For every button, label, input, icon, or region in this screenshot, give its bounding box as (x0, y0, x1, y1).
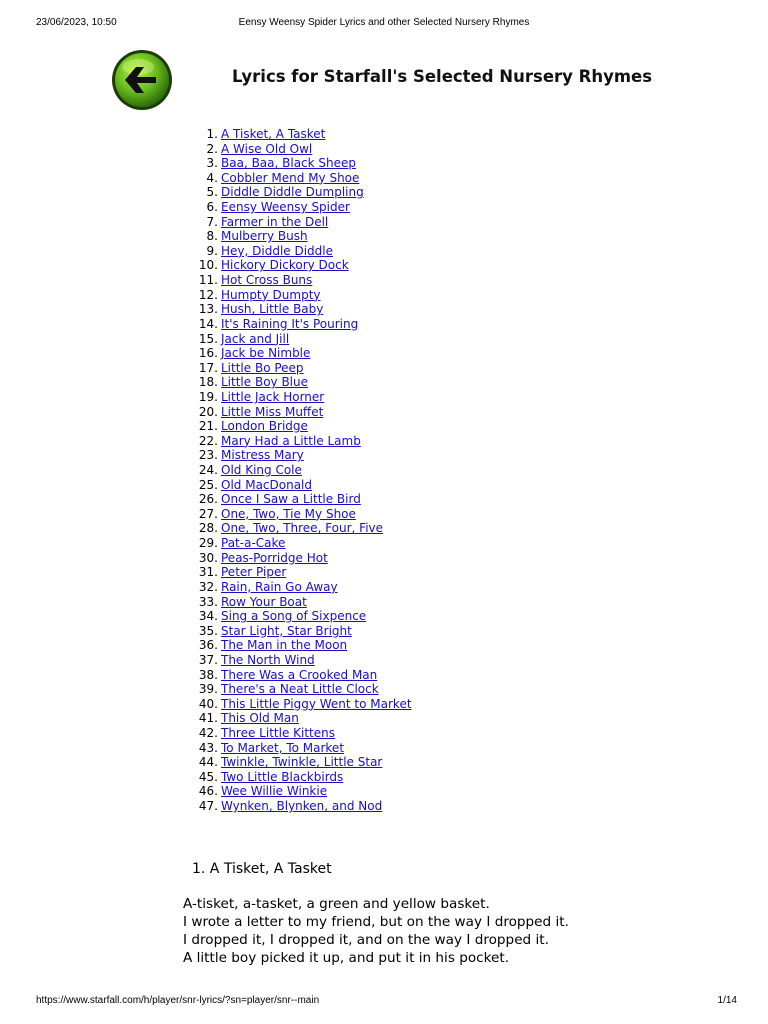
list-item (190, 492, 412, 507)
list-item (190, 580, 412, 595)
list-item (190, 463, 412, 478)
rhyme-link[interactable]: It's Raining It's Pouring (221, 316, 359, 331)
list-item-number: 33. (198, 594, 218, 609)
list-item (190, 624, 412, 639)
list-item (190, 565, 412, 580)
list-item-number: 13. (198, 302, 218, 317)
rhyme-link[interactable]: Little Miss Muffet (221, 404, 324, 419)
rhyme-link[interactable]: Old King Cole (221, 463, 302, 478)
rhyme-link[interactable]: Three Little Kittens (221, 725, 335, 740)
lyric-line: A-tisket, a-tasket, a green and yellow basket. (183, 896, 490, 912)
list-item-number: 46. (198, 784, 218, 799)
rhyme-list (190, 127, 412, 814)
list-item (190, 668, 412, 683)
rhyme-link[interactable]: Cobbler Mend My Shoe (221, 170, 360, 185)
list-item (190, 419, 412, 434)
list-item (190, 434, 412, 449)
list-item-number: 37. (198, 652, 218, 667)
list-item (190, 317, 412, 332)
rhyme-link[interactable]: One, Two, Three, Four, Five (221, 521, 384, 536)
list-item-number: 3. (206, 156, 218, 171)
list-item-number: 36. (198, 638, 218, 653)
rhyme-link[interactable]: The Man in the Moon (221, 638, 348, 653)
list-item-number: 28. (198, 521, 218, 536)
list-item-number: 10. (198, 258, 218, 273)
list-item (190, 258, 412, 273)
rhyme-link[interactable]: Star Light, Star Bright (221, 623, 352, 638)
rhyme-link[interactable]: Twinkle, Twinkle, Little Star (221, 755, 383, 770)
list-item (190, 273, 412, 288)
print-footer (0, 995, 768, 1009)
list-item (190, 215, 412, 230)
list-item (190, 551, 412, 566)
list-item (190, 405, 412, 420)
list-item (190, 244, 412, 259)
list-item-number: 40. (198, 696, 218, 711)
list-item-number: 45. (198, 769, 218, 784)
print-date: 23/06/2023, 10:50 (36, 17, 117, 28)
list-item-number: 23. (198, 448, 218, 463)
rhyme-link[interactable]: Little Bo Peep (221, 360, 304, 375)
list-item (190, 521, 412, 536)
list-item (190, 682, 412, 697)
list-item-number: 1. (206, 127, 218, 141)
list-item (190, 507, 412, 522)
list-item-number: 44. (198, 755, 218, 770)
list-item-number: 42. (198, 725, 218, 740)
list-item (190, 302, 412, 317)
list-item (190, 127, 412, 142)
lyric-line: A little boy picked it up, and put it in his pocket. (183, 950, 510, 966)
list-item-number: 30. (198, 550, 218, 565)
list-item (190, 375, 412, 390)
lyrics-text (183, 895, 569, 967)
lyric-line: I dropped it, I dropped it, and on the way I dropped it. (183, 932, 549, 948)
rhyme-link[interactable]: There Was a Crooked Man (221, 667, 378, 682)
list-item-number: 20. (198, 404, 218, 419)
rhyme-link[interactable]: Peas-Porridge Hot (221, 550, 328, 565)
list-item-number: 22. (198, 433, 218, 448)
page-number: 1/14 (717, 995, 737, 1006)
rhyme-link[interactable]: Hey, Diddle Diddle (221, 243, 334, 258)
list-item-number: 34. (198, 609, 218, 624)
rhyme-link[interactable]: This Old Man (221, 711, 299, 726)
rhyme-link[interactable]: Diddle Diddle Dumpling (221, 185, 364, 200)
list-item-number: 9. (206, 243, 218, 258)
rhyme-link[interactable]: Baa, Baa, Black Sheep (221, 156, 357, 171)
list-item (190, 390, 412, 405)
rhyme-link[interactable]: Jack be Nimble (221, 346, 311, 361)
list-item-number: 18. (198, 375, 218, 390)
list-item-number: 26. (198, 492, 218, 507)
list-item (190, 200, 412, 215)
list-item (190, 156, 412, 171)
list-item (190, 741, 412, 756)
rhyme-link[interactable]: Two Little Blackbirds (221, 769, 344, 784)
list-item (190, 770, 412, 785)
rhyme-link[interactable]: This Little Piggy Went to Market (221, 696, 412, 711)
list-item (190, 638, 412, 653)
list-item (190, 653, 412, 668)
list-item (190, 448, 412, 463)
print-page-title: Eensy Weensy Spider Lyrics and other Selected Nursery Rhymes (238, 17, 530, 28)
rhyme-link[interactable]: Hickory Dickory Dock (221, 258, 349, 273)
list-item-number: 38. (198, 667, 218, 682)
rhyme-link[interactable]: Peter Piper (221, 565, 287, 580)
list-item-number: 14. (198, 316, 218, 331)
list-item-number: 4. (206, 170, 218, 185)
list-item-number: 16. (198, 346, 218, 361)
back-arrow-icon (111, 49, 173, 111)
section-heading: 1. A Tisket, A Tasket (192, 861, 332, 877)
list-item (190, 755, 412, 770)
rhyme-link[interactable]: Pat-a-Cake (221, 536, 286, 551)
list-item (190, 288, 412, 303)
list-item (190, 346, 412, 361)
list-item-number: 2. (206, 141, 218, 156)
page-title: Lyrics for Starfall's Selected Nursery Rhymes (232, 67, 653, 86)
rhyme-link[interactable]: Row Your Boat (221, 594, 307, 609)
list-item-number: 17. (198, 360, 218, 375)
rhyme-link[interactable]: Rain, Rain Go Away (221, 579, 338, 594)
rhyme-link[interactable]: One, Two, Tie My Shoe (221, 506, 356, 521)
print-header (0, 17, 768, 31)
rhyme-link[interactable]: Sing a Song of Sixpence (221, 609, 367, 624)
list-item-number: 31. (198, 565, 218, 580)
rhyme-link[interactable]: Once I Saw a Little Bird (221, 492, 361, 507)
rhyme-link[interactable]: Wee Willie Winkie (221, 784, 328, 799)
rhyme-link[interactable]: Eensy Weensy Spider (221, 200, 350, 215)
list-item (190, 332, 412, 347)
print-url: https://www.starfall.com/h/player/snr-lyrics/?sn=player/snr--main (36, 995, 320, 1006)
list-item (190, 171, 412, 186)
rhyme-link[interactable]: Hot Cross Buns (221, 273, 313, 288)
list-item-number: 6. (206, 200, 218, 215)
list-item-number: 35. (198, 623, 218, 638)
rhyme-link[interactable]: Little Boy Blue (221, 375, 309, 390)
list-item-number: 47. (198, 799, 218, 814)
list-item (190, 799, 412, 814)
list-item-number: 15. (198, 331, 218, 346)
rhyme-link[interactable]: A Wise Old Owl (221, 141, 313, 156)
rhyme-link[interactable]: A Tisket, A Tasket (221, 127, 326, 141)
list-item-number: 21. (198, 419, 218, 434)
list-item (190, 595, 412, 610)
rhyme-link[interactable]: Mulberry Bush (221, 229, 308, 244)
rhyme-link[interactable]: Little Jack Horner (221, 389, 325, 404)
list-item-number: 7. (206, 214, 218, 229)
rhyme-link[interactable]: London Bridge (221, 419, 308, 434)
rhyme-link[interactable]: There's a Neat Little Clock (221, 682, 379, 697)
list-item (190, 536, 412, 551)
rhyme-link[interactable]: Jack and Jill (221, 331, 290, 346)
rhyme-link[interactable]: Old MacDonald (221, 477, 313, 492)
list-item (190, 478, 412, 493)
rhyme-link[interactable]: Wynken, Blynken, and Nod (221, 799, 383, 814)
list-item-number: 11. (198, 273, 218, 288)
list-item-number: 8. (206, 229, 218, 244)
back-button[interactable] (111, 49, 173, 111)
list-item (190, 229, 412, 244)
list-item (190, 711, 412, 726)
list-item (190, 609, 412, 624)
list-item-number: 29. (198, 536, 218, 551)
rhyme-link[interactable]: Farmer in the Dell (221, 214, 329, 229)
rhyme-link[interactable]: Mary Had a Little Lamb (221, 433, 361, 448)
rhyme-link[interactable]: To Market, To Market (221, 740, 345, 755)
list-item (190, 185, 412, 200)
list-item (190, 784, 412, 799)
list-item (190, 142, 412, 157)
list-item-number: 24. (198, 463, 218, 478)
list-item-number: 43. (198, 740, 218, 755)
rhyme-link[interactable]: Mistress Mary (221, 448, 304, 463)
rhyme-link[interactable]: Humpty Dumpty (221, 287, 321, 302)
rhyme-link[interactable]: Hush, Little Baby (221, 302, 324, 317)
list-item-number: 41. (198, 711, 218, 726)
lyric-line: I wrote a letter to my friend, but on the way I dropped it. (183, 914, 569, 930)
list-item (190, 726, 412, 741)
list-item-number: 19. (198, 389, 218, 404)
list-item-number: 27. (198, 506, 218, 521)
list-item-number: 25. (198, 477, 218, 492)
list-item-number: 32. (198, 579, 218, 594)
list-item (190, 361, 412, 376)
list-item-number: 12. (198, 287, 218, 302)
list-item-number: 5. (206, 185, 218, 200)
rhyme-link[interactable]: The North Wind (221, 652, 315, 667)
list-item (190, 697, 412, 712)
list-item-number: 39. (198, 682, 218, 697)
